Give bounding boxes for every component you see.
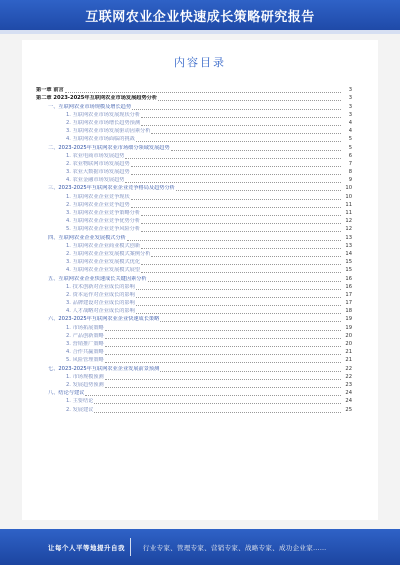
- toc-entry-text: 八、结论与建议: [48, 390, 85, 397]
- toc-leader-dots: [105, 346, 341, 347]
- toc-entry[interactable]: [36, 283, 352, 291]
- toc-leader-dots: [141, 272, 341, 273]
- toc-entry-page: 3: [348, 103, 352, 110]
- toc-entry[interactable]: [36, 291, 352, 299]
- toc-entry[interactable]: [36, 364, 352, 372]
- toc-entry[interactable]: [36, 233, 352, 241]
- toc-entry[interactable]: [36, 307, 352, 315]
- toc-entry[interactable]: [36, 102, 352, 110]
- toc-entry[interactable]: [36, 209, 352, 217]
- toc-entry-page: 23: [345, 381, 352, 388]
- toc-entry-page: 21: [345, 357, 352, 364]
- toc-entry[interactable]: [36, 340, 352, 348]
- toc-entry-page: 9: [348, 177, 352, 184]
- toc-entry-text: 5. 互联网农业企业竞争风险分析: [66, 226, 141, 233]
- toc-leader-dots: [125, 182, 341, 183]
- toc-entry-text: 4. 互联网农业企业竞争优势分析: [66, 218, 141, 225]
- toc-leader-dots: [148, 281, 341, 282]
- toc-entry-page: 24: [345, 390, 352, 397]
- toc-entry-text: 3. 互联网农业市场发展驱动因素分析: [66, 128, 151, 135]
- toc-entry-text: 2. 资本运作对企业成长的影响: [66, 291, 135, 298]
- footer-experts: 行业专家、管理专家、营销专家、战略专家、成功企业家……: [143, 543, 327, 552]
- toc-entry[interactable]: [36, 323, 352, 331]
- footer-slogan: 让每个人平等地提升自我: [48, 543, 125, 552]
- toc-leader-dots: [171, 150, 341, 151]
- toc-entry-page: 24: [345, 398, 352, 405]
- toc-entry-text: 4. 农业金融市场发展趋势: [66, 177, 125, 184]
- toc-entry[interactable]: [36, 405, 352, 413]
- toc-leader-dots: [131, 207, 341, 208]
- toc-entry-text: 2. 互联网农业市场增长趋势预测: [66, 119, 141, 126]
- toc-entry[interactable]: [36, 258, 352, 266]
- footer-banner: [0, 529, 400, 565]
- report-title: 互联网农业企业快速成长策略研究报告: [85, 9, 315, 25]
- toc-entry-page: 7: [348, 160, 352, 167]
- toc-entry[interactable]: [36, 266, 352, 274]
- toc-entry-text: 三、2023-2025年互联网农业企业竞争格局及趋势分析: [48, 185, 175, 192]
- toc-entry-page: 14: [345, 250, 352, 257]
- toc-entry[interactable]: [36, 332, 352, 340]
- toc-leader-dots: [141, 248, 341, 249]
- toc-entry-page: 11: [345, 210, 352, 216]
- toc-entry-text: 第二章 2023-2025年互联网农业市场发展趋势分析: [36, 95, 158, 102]
- toc-leader-dots: [94, 412, 341, 413]
- toc-leader-dots: [105, 338, 341, 339]
- toc-entry[interactable]: [36, 176, 352, 184]
- toc-entry[interactable]: [36, 111, 352, 119]
- toc-entry[interactable]: [36, 299, 352, 307]
- toc-entry-page: 4: [348, 128, 352, 135]
- toc-leader-dots: [136, 313, 341, 314]
- toc-leader-dots: [141, 215, 341, 216]
- toc-entry[interactable]: [36, 192, 352, 200]
- toc-entry-page: 12: [345, 226, 352, 233]
- toc-entry-text: 1. 技术创新对企业成长的影响: [66, 283, 135, 290]
- toc-leader-dots: [125, 158, 341, 159]
- toc-entry-text: 二、2023-2025年互联网农业市场细分领域发展趋势: [48, 144, 170, 151]
- toc-entry[interactable]: [36, 135, 352, 143]
- toc-leader-dots: [127, 240, 341, 241]
- toc-entry-page: 21: [345, 349, 352, 356]
- toc-leader-dots: [151, 133, 341, 134]
- toc-leader-dots: [131, 166, 341, 167]
- toc-leader-dots: [105, 354, 341, 355]
- toc-entry[interactable]: [36, 217, 352, 225]
- toc-entry-text: 第一章 前言: [36, 87, 64, 94]
- toc-entry-page: 20: [345, 341, 352, 347]
- toc-entry-text: 2. 农业物联网市场发展趋势: [66, 160, 130, 167]
- toc-leader-dots: [105, 387, 341, 388]
- toc-entry[interactable]: [36, 348, 352, 356]
- toc-entry-page: 25: [345, 406, 352, 413]
- toc-leader-dots: [85, 395, 341, 396]
- toc-entry[interactable]: [36, 184, 352, 192]
- toc-entry-page: 6: [348, 152, 352, 159]
- toc-entry-text: 4. 互联网农业企业发展模式展望: [66, 267, 141, 274]
- toc-entry-page: 13: [345, 234, 352, 241]
- header-divider: [0, 30, 400, 34]
- toc-entry-page: 15: [345, 259, 352, 266]
- toc-leader-dots: [131, 199, 341, 200]
- toc-entry-page: 10: [345, 185, 352, 192]
- toc-leader-dots: [141, 117, 341, 118]
- toc-entry-text: 1. 主要结论: [66, 398, 94, 405]
- toc-entry-text: 3. 互联网农业企业发展模式优化: [66, 259, 141, 266]
- toc-leader-dots: [136, 289, 341, 290]
- toc-entry-page: 17: [345, 291, 352, 298]
- toc-entry-page: 16: [345, 275, 352, 282]
- toc-entry-page: 16: [345, 283, 352, 290]
- toc-leader-dots: [141, 231, 341, 232]
- toc-entry-text: 1. 互联网农业市场发展现状分析: [66, 111, 141, 118]
- toc-entry-page: 18: [345, 308, 352, 315]
- toc-leader-dots: [65, 92, 341, 93]
- toc-entry-page: 22: [345, 373, 352, 380]
- toc-entry-text: 一、互联网农业市场规模及增长趋势: [48, 103, 132, 110]
- toc-entry-page: 12: [345, 218, 352, 225]
- toc-entry-page: 11: [345, 201, 352, 208]
- toc-entry-text: 2. 发展趋势预测: [66, 381, 104, 388]
- toc-entry-page: 8: [348, 169, 352, 176]
- toc-list: [36, 86, 352, 414]
- toc-entry[interactable]: [36, 356, 352, 364]
- toc-entry-text: 七、2023-2025年互联网农业企业发展前景预测: [48, 365, 160, 372]
- toc-entry-page: 17: [345, 300, 352, 307]
- toc-entry[interactable]: [36, 274, 352, 282]
- toc-entry[interactable]: [36, 127, 352, 135]
- toc-entry-text: 1. 互联网农业企业竞争现状: [66, 193, 130, 200]
- toc-entry-page: 20: [345, 332, 352, 339]
- toc-leader-dots: [136, 297, 341, 298]
- toc-entry[interactable]: [36, 143, 352, 151]
- toc-entry[interactable]: [36, 160, 352, 168]
- toc-leader-dots: [141, 264, 341, 265]
- toc-entry[interactable]: [36, 86, 352, 94]
- toc-entry[interactable]: [36, 373, 352, 381]
- toc-entry[interactable]: [36, 201, 352, 209]
- toc-entry[interactable]: [36, 94, 352, 102]
- toc-title: 内容目录: [174, 56, 226, 69]
- toc-entry-text: 1. 农业电商市场发展趋势: [66, 152, 125, 159]
- toc-entry[interactable]: [36, 225, 352, 233]
- toc-entry-text: 4. 人才战略对企业成长的影响: [66, 308, 135, 315]
- toc-entry-page: 3: [348, 95, 352, 102]
- toc-leader-dots: [94, 403, 341, 404]
- toc-entry-text: 1. 互联网农业企业商业模式创新: [66, 242, 141, 249]
- toc-entry-text: 3. 品牌建设对企业成长的影响: [66, 300, 135, 307]
- toc-entry-page: 3: [348, 87, 352, 94]
- toc-leader-dots: [160, 371, 341, 372]
- toc-entry-page: 3: [348, 111, 352, 118]
- toc-page: [22, 40, 378, 520]
- toc-leader-dots: [136, 141, 341, 142]
- footer-divider: [130, 538, 131, 556]
- toc-entry-page: 13: [345, 242, 352, 249]
- toc-entry-text: 5. 风险管理策略: [66, 357, 104, 364]
- toc-entry-page: 10: [345, 193, 352, 200]
- toc-entry[interactable]: [36, 119, 352, 127]
- toc-entry[interactable]: [36, 250, 352, 258]
- toc-entry-text: 4. 互联网农业市场面临的挑战: [66, 136, 135, 143]
- toc-entry-text: 2. 发展建议: [66, 406, 94, 413]
- toc-entry-text: 3. 农业大数据市场发展趋势: [66, 169, 130, 176]
- toc-leader-dots: [105, 362, 341, 363]
- toc-leader-dots: [176, 190, 341, 191]
- toc-entry-text: 四、互联网农业企业发展模式分析: [48, 234, 126, 241]
- toc-leader-dots: [105, 330, 341, 331]
- toc-leader-dots: [151, 256, 341, 257]
- toc-entry[interactable]: [36, 315, 352, 323]
- toc-leader-dots: [105, 379, 341, 380]
- toc-entry[interactable]: [36, 152, 352, 160]
- toc-leader-dots: [136, 305, 341, 306]
- toc-entry-page: 22: [345, 365, 352, 372]
- toc-entry-page: 5: [348, 136, 352, 143]
- toc-entry-text: 3. 营销推广策略: [66, 341, 104, 347]
- toc-entry-text: 3. 互联网农业企业竞争策略分析: [66, 210, 141, 216]
- toc-leader-dots: [158, 100, 341, 101]
- toc-entry-page: 15: [345, 267, 352, 274]
- toc-entry-text: 1. 市场拓展策略: [66, 324, 104, 331]
- toc-leader-dots: [160, 321, 341, 322]
- toc-entry-text: 五、互联网农业企业快速成长关键因素分析: [48, 275, 147, 282]
- toc-entry-text: 1. 市场规模预测: [66, 373, 104, 380]
- toc-entry[interactable]: [36, 381, 352, 389]
- toc-leader-dots: [141, 223, 341, 224]
- toc-entry[interactable]: [36, 168, 352, 176]
- toc-entry[interactable]: [36, 397, 352, 405]
- toc-entry-page: 19: [345, 316, 352, 323]
- toc-entry-page: 4: [348, 119, 352, 126]
- report-header: [0, 0, 400, 30]
- toc-entry-text: 4. 合作共赢策略: [66, 349, 104, 356]
- toc-entry-page: 19: [345, 324, 352, 331]
- toc-entry-page: 5: [348, 144, 352, 151]
- toc-leader-dots: [141, 125, 341, 126]
- toc-entry[interactable]: [36, 389, 352, 397]
- toc-leader-dots: [131, 174, 341, 175]
- toc-entry-text: 2. 互联网农业企业竞争趋势: [66, 201, 130, 208]
- toc-entry-text: 2. 互联网农业企业发展模式案例分析: [66, 250, 151, 257]
- toc-entry[interactable]: [36, 242, 352, 250]
- toc-entry-text: 六、2023-2025年互联网农业企业快速成长策略: [48, 316, 160, 323]
- toc-entry-text: 2. 产品创新策略: [66, 332, 104, 339]
- toc-leader-dots: [132, 109, 341, 110]
